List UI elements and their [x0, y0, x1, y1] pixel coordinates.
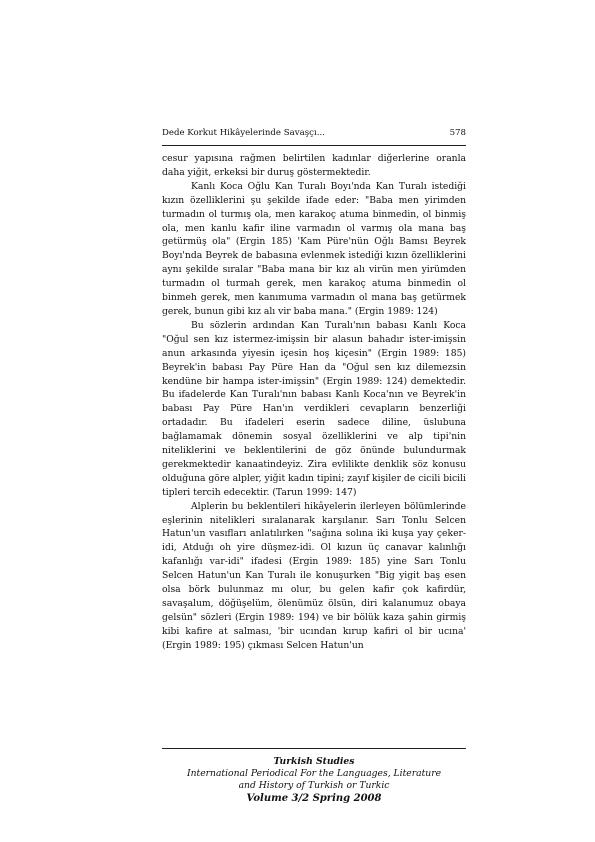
journal-subtitle-line1: International Periodical For the Languages, Literature [186, 768, 442, 780]
running-title: Dede Korkut Hikâyelerinde Savaşçı... [162, 128, 325, 138]
journal-subtitle-line2: and History of Turkish or Turkic [238, 780, 390, 792]
body-text [162, 152, 466, 653]
running-header [162, 128, 466, 138]
header-divider [162, 145, 466, 146]
paragraph: Kanlı Koca Oğlu Kan Turalı Boyı'nda Kan Turalı istediği kızın özelliklerini şu şekilde ifade eder: "Baba men yirimden turmadın ol turmış ola, men karakoç atuma binmedin, ol binmiş ola, men kanlu kafir iline varmadın ol varmış ola mana baş getürmüş ola" (Ergin 185) 'Kam Püre'nün Oğlı Bamsı Beyrek Boyı'nda Beyrek de babasına evlenmek istediği kızın özelliklerini aynı şekilde sıralar "Baba mana bir kız alı virün men yirümden turmadın ol turmah gerek, men karakoç atuma binmedin ol binmeh gerek, men kanımuma varmadın ol mana baş getürmek gerek, bunun gibi kız alı vir baba mana." (Ergin 1989: 124) [162, 180, 466, 317]
journal-footer [162, 756, 466, 805]
page-number: 578 [449, 128, 466, 138]
paragraph-continuation: cesur yapısına rağmen belirtilen kadınlar diğerlerine oranla daha yiğit, erkeksi bir duruş göstermektedir. [162, 153, 466, 178]
paragraph: Alplerin bu beklentileri hikâyelerin ilerleyen bölümlerinde eşlerinin nitelikleri sıralanarak karşılanır. Sarı Tonlu Selcen Hatun'un vasıfları anlatılırken "sağına solına iki kuşa yay çeker-idi, Atduğı oh yire düşmez-idi. Ol kızun üç canavar kalınlığı kafanlığı var-idi" ifadesi (Ergin 1989: 185) yine Sarı Tonlu Selcen Hatun'un Kan Turalı ile konuşurken "Big yigit baş esen olsa börk bulunmaz mı olur, bu gelen kafir çok kafirdür, savaşalum, döğüşelüm, ölenümüz ölsün, diri kalanumuz obaya gelsün" sözleri (Ergin 1989: 194) ve bir bölük kaza şahin girmiş kibi kafire at salması, 'bir ucından kırup kafiri ol bir ucına' (Ergin 1989: 195) çıkması Selcen Hatun'un [162, 500, 466, 651]
journal-volume: Volume 3/2 Spring 2008 [246, 792, 382, 804]
paragraph: Bu sözlerin ardından Kan Turalı'nın babası Kanlı Koca "Oğul sen kız istermez-imişsin bir alasun bahadır ister-imişsin anun arkasında yiyesin içesin hoş kiçesin" (Ergin 1989: 185) Beyrek'in babası Pay Püre Han da "Oğul sen kız dilemezsin kendüne bir hampa ister-imişsin" (Ergin 1989: 124) demektedir. Bu ifadelerde Kan Turalı'nın babası Kanlı Koca'nın ve Beyrek'in babası Pay Püre Han'ın verdikleri cevapların benzerliği ortadadır. Bu ifadeleri eserin sadece diline, üslubuna bağlamamak dönemin sosyal özelliklerini ve alp tipi'nin niteliklerini ve beklentilerini de göz önünde bulundurmak gerekmektedir kanaatindeyiz. Zira evlilikte denklik söz konusu olduğuna göre alpler, yiğit kadın tipini; zayıf kişiler de cicili bicili tipleri tercih edecektir. (Tarun 1999: 147) [162, 319, 466, 498]
footer-divider [162, 748, 466, 749]
journal-name: Turkish Studies [273, 756, 355, 767]
